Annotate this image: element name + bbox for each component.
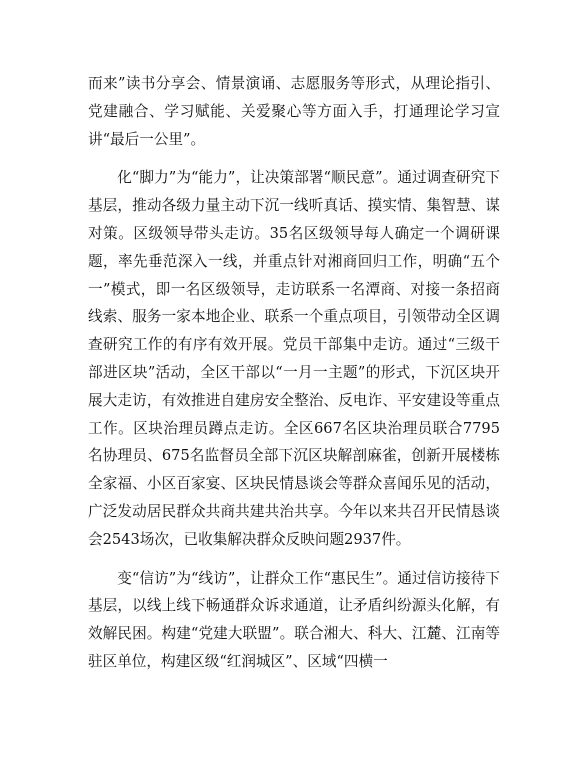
paragraph-investigation: 化“脚力”为“能力”，让决策部署“顺民意”。通过调查研究下基层，推动各级力量主动下沉一线听真话、摸实情、集智慧、谋对策。区级领导带头走访。35名区级领导每人确定一个调研课题，率先垂范深入一线，并重点针对湘商回归工作，明确“五个一”模式，即一名区级领导，走访联系一名潭商、对接一条招商线索、服务一家本地企业、联系一个重点项目，引领带动全区调查研究工作的有序有效开展。党员干部集中走访。通过“三级干部进区块”活动，全区干部以“一月一主题”的形式，下沉区块开展大走访，有效推进自建房安全整治、反电诈、平安建设等重点工作。区块治理员蹲点走访。全区667名区块治理员联合7795名协理员、675名监督员全部下沉区块解剖麻雀，创新开展楼栋全家福、小区百家宴、区块民情恳谈会等群众喜闻乐见的活动，广泛发动居民群众共商共建共治共享。今年以来共召开民情恳谈会2543场次，已收集解决群众反映问题2937件。 [88, 169, 500, 548]
paragraph-petition: 变“信访”为“线访”，让群众工作“惠民生”。通过信访接待下基层，以线上线下畅通群众诉求通道，让矛盾纠纷源头化解，有效解民困。构建“党建大联盟”。联合湘大、科大、江麓、江南等驻区单位，构建区级“红润城区”、区域“四横一 [88, 569, 500, 670]
body-text [88, 70, 500, 676]
paragraph-continuation: 而来”读书分享会、情景演诵、志愿服务等形式，从理论指引、党建融合、学习赋能、关爱聚心等方面入手，打通理论学习宣讲“最后一公里”。 [88, 75, 500, 148]
paragraph-gap [88, 153, 500, 164]
paragraph-gap [88, 554, 500, 565]
